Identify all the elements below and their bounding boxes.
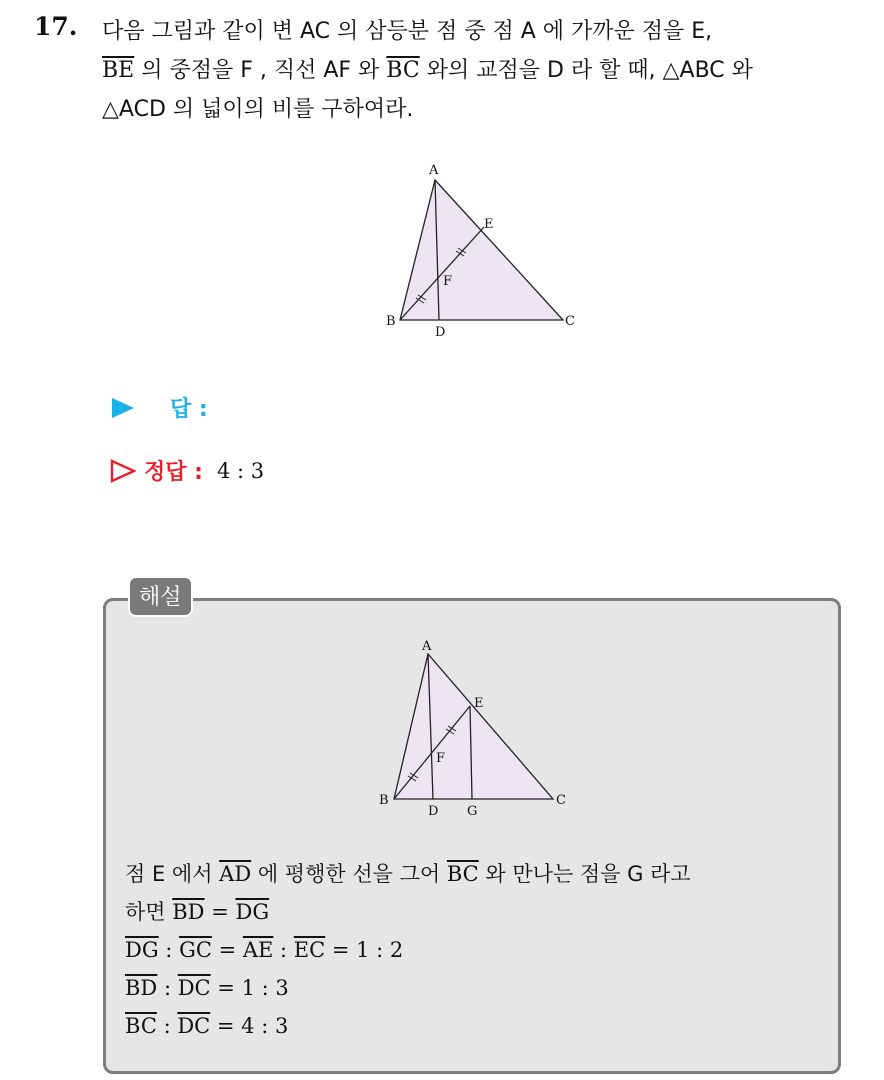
solution-line-1-part-1: 점 E 에서 [125,862,220,886]
label-f: F [443,274,453,289]
solution-text [125,855,825,1045]
solution-l4-dc: $\overline{DC}$ [177,976,211,1000]
solution-label-d: D [428,804,439,819]
segment-be: $\overline{BE}$ [102,58,135,83]
play-arrow-icon [110,396,136,420]
label-b: B [386,314,396,329]
solution-l3-ec: $\overline{EC}$ [293,938,326,962]
solution-l3-gc: $\overline{GC}$ [179,938,212,962]
solution-line-3 [125,931,825,969]
label-d: D [435,325,446,340]
question-text-part-2: 의 중점을 F , 직선 AF 와 [134,58,387,83]
answer-label: 답 : [170,397,208,422]
question-number: 17. [34,12,78,41]
question-line-1: 다음 그림과 같이 변 AC 의 삼등분 점 중 점 A 에 가까운 점을 E, [102,19,713,44]
solution-label-e: E [474,696,484,711]
answer-row [110,392,208,423]
segment-bc: $\overline{BC}$ [386,58,420,83]
solution-line-4 [125,969,825,1007]
solution-line-1 [125,855,825,893]
solution-l5-dc: $\overline{DC}$ [177,1014,211,1038]
solution-label-f: F [436,751,446,766]
solution-label-a: A [422,639,432,654]
solution-label-g: G [467,804,478,819]
solution-tag: 해설 [128,576,193,617]
question-text [102,12,872,129]
label-c: C [565,314,575,329]
solution-l3-ae: $\overline{AE}$ [242,938,274,962]
solution-line-2-eq: = [204,900,236,924]
outline-arrow-icon [110,459,136,483]
solution-label-c: C [556,793,566,808]
solution-l3-rest: = 1 : 2 [325,938,404,962]
solution-line-2-part-1: 하면 [125,900,173,924]
question-text-part-3: 와의 교점을 D 라 할 때, △ABC 와 [419,58,753,83]
solution-l3-colon-1: : [158,938,180,962]
solution-line-2 [125,893,825,931]
solution-l5-colon: : [156,1014,178,1038]
solution-l4-bd: $\overline{BD}$ [125,976,158,1000]
solution-l3-colon-2: : [273,938,294,962]
solution-triangle-abc [394,654,553,799]
triangle-figure [380,160,590,340]
solution-l5-rest: = 4 : 3 [210,1014,289,1038]
solution-label-b: B [379,793,389,808]
question-line-3: △ACD 의 넓이의 비를 구하여라. [102,97,414,122]
solution-line-1-part-2: 에 평행한 선을 그어 [251,862,447,886]
correct-answer-row [110,455,264,486]
solution-l4-colon: : [157,976,178,1000]
correct-answer-value: 4 : 3 [216,458,265,483]
label-e: E [484,217,494,232]
solution-figure [370,636,580,821]
solution-l3-eq: = [211,938,243,962]
solution-line-5 [125,1007,825,1045]
solution-l5-bc: $\overline{BC}$ [125,1014,157,1038]
solution-seg-bc: $\overline{BC}$ [446,862,479,886]
solution-l4-rest: = 1 : 3 [210,976,289,1000]
solution-seg-bd: $\overline{BD}$ [172,900,205,924]
solution-l3-dg: $\overline{DG}$ [125,938,159,962]
label-a: A [429,163,439,178]
solution-seg-ad: $\overline{AD}$ [219,862,252,886]
correct-answer-label: 정답 : [144,460,203,485]
solution-line-1-part-3: 와 만나는 점을 G 라고 [478,862,691,886]
solution-seg-dg: $\overline{DG}$ [235,900,270,924]
